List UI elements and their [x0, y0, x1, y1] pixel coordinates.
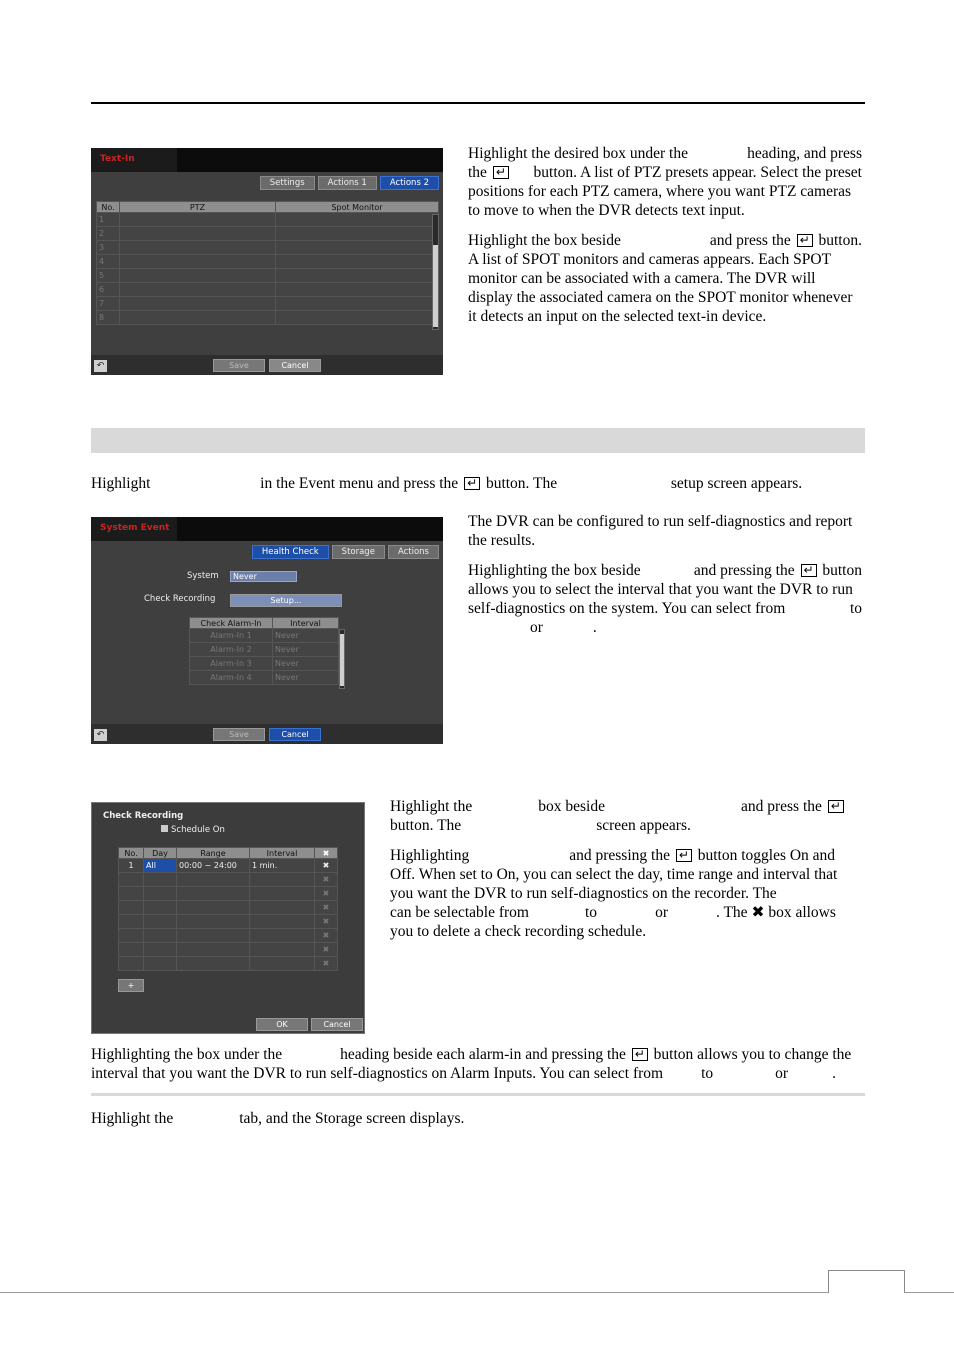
text-line: Highlight the box beside [468, 232, 621, 249]
alarm-interval[interactable]: Never [273, 671, 339, 685]
text-line: Highlight the desired box under the [468, 145, 688, 162]
text-fragment: interval that you want the DVR to run self-diagnostics on Alarm Inputs. You can select from [91, 1065, 664, 1082]
tab-actions[interactable]: Actions [388, 545, 439, 559]
text-line: A list of SPOT monitors and cameras appears. Each SPOT [468, 251, 832, 268]
table-row[interactable] [97, 255, 439, 269]
row-number: 5 [97, 269, 120, 283]
alarm-name: Alarm-In 4 [190, 671, 273, 685]
enter-key-icon [632, 1048, 648, 1061]
tab-bar [252, 545, 439, 559]
check-recording-description-1 [390, 797, 862, 835]
column-header: Day [144, 848, 177, 859]
tab-actions-1[interactable]: Actions 1 [318, 176, 377, 190]
column-header: Range [177, 848, 250, 859]
tab-health-check[interactable]: Health Check [252, 545, 329, 559]
delete-x-icon: ✖ [751, 903, 765, 921]
text-fragment: and pressing the [569, 847, 670, 864]
column-header [315, 848, 338, 859]
row-number: 2 [97, 227, 120, 241]
alarm-name: Alarm-In 3 [190, 657, 273, 671]
footer-bar [91, 724, 443, 744]
enter-key-icon [828, 800, 844, 813]
spot-cell[interactable] [276, 241, 439, 255]
delete-icon[interactable]: ✖ [322, 931, 330, 940]
text-line: display the associated camera on the SPOT monitor whenever [468, 289, 853, 306]
row-number: 8 [97, 311, 120, 325]
text-line: monitor can be associated with a camera. The DVR will [468, 270, 816, 287]
spot-cell[interactable] [276, 255, 439, 269]
table-row[interactable] [119, 943, 338, 957]
check-recording-label: Check Recording [144, 594, 216, 604]
text-line: to move to when the DVR detects text input. [468, 202, 745, 219]
enter-key-icon [801, 564, 817, 577]
text-line: and press the [709, 232, 791, 249]
delete-cell[interactable] [315, 859, 338, 873]
delete-icon[interactable]: ✖ [322, 903, 330, 912]
table-row[interactable] [119, 901, 338, 915]
text-line: it detects an input on the selected text-in device. [468, 308, 767, 325]
text-line: Off. When set to On, you can select the day, time range and interval that [390, 866, 838, 883]
text-fragment: setup screen appears. [670, 475, 803, 492]
text-line: to [849, 600, 862, 617]
column-header: Interval [250, 848, 315, 859]
scrollbar[interactable] [432, 214, 439, 330]
delete-icon[interactable]: ✖ [322, 917, 330, 926]
ptz-cell[interactable] [120, 311, 276, 325]
delete-icon[interactable]: ✖ [322, 959, 330, 968]
text-line: the [468, 164, 487, 181]
text-line: the results. [468, 532, 536, 549]
alarm-interval-description [91, 1045, 865, 1083]
screen-title: Text-In [100, 154, 135, 164]
delete-icon: ✖ [322, 848, 330, 858]
text-line: button [822, 562, 862, 579]
text-line: positions for each PTZ camera, where you want PTZ cameras [468, 183, 852, 200]
tab-settings[interactable]: Settings [260, 176, 315, 190]
text-line: . [592, 619, 597, 636]
column-header: Spot Monitor [276, 202, 439, 213]
text-fragment: . The [715, 904, 748, 921]
alarm-name: Alarm-In 1 [190, 629, 273, 643]
health-check-description-1 [468, 512, 862, 550]
spot-cell[interactable] [276, 269, 439, 283]
delete-icon[interactable]: ✖ [322, 889, 330, 898]
text-fragment: Highlight the [390, 798, 473, 815]
table-row[interactable] [97, 227, 439, 241]
header-rule [91, 102, 865, 104]
text-line: you want the DVR to run self-diagnostics on the recorder. The [390, 885, 777, 902]
column-header: No. [119, 848, 144, 859]
table-row[interactable] [97, 269, 439, 283]
table-row[interactable] [97, 241, 439, 255]
text-in-screenshot [91, 148, 443, 375]
ptz-cell[interactable] [120, 269, 276, 283]
storage-intro [91, 1109, 865, 1128]
enter-key-icon [676, 849, 692, 862]
setup-button[interactable]: Setup... [230, 594, 342, 607]
schedule-on-label: Schedule On [171, 825, 225, 835]
text-fragment: tab, and the Storage screen displays. [239, 1110, 465, 1127]
spot-cell[interactable] [276, 297, 439, 311]
table-row[interactable] [97, 297, 439, 311]
row-number: 7 [97, 297, 120, 311]
table-row[interactable] [190, 671, 339, 685]
ok-button[interactable]: OK [256, 1018, 308, 1031]
text-fragment: button. The [485, 475, 558, 492]
row-number: 3 [97, 241, 120, 255]
table-row[interactable] [190, 629, 339, 643]
system-label: System [187, 571, 219, 581]
alarm-interval[interactable]: Never [273, 657, 339, 671]
enter-key-icon [464, 477, 480, 490]
text-fragment: to [585, 904, 598, 921]
ptz-cell[interactable] [120, 283, 276, 297]
ptz-spot-table [96, 201, 439, 325]
table-row[interactable] [119, 873, 338, 887]
dialog-title: Check Recording [103, 811, 184, 821]
save-button[interactable]: Save [213, 728, 265, 741]
delete-icon[interactable]: ✖ [322, 861, 330, 870]
ptz-cell[interactable] [120, 227, 276, 241]
text-fragment: can be selectable from [390, 904, 529, 921]
tab-storage[interactable]: Storage [332, 545, 385, 559]
schedule-table [118, 847, 338, 971]
footer-bar [91, 355, 443, 375]
check-recording-description-2 [390, 846, 862, 941]
text-line: button. A list of PTZ presets appear. Select the preset [533, 164, 862, 181]
row-number: 1 [97, 213, 120, 227]
tab-bar [260, 176, 439, 190]
health-check-description-2 [468, 561, 862, 637]
text-fragment: box allows [768, 904, 836, 921]
ptz-cell[interactable] [120, 213, 276, 227]
delete-icon[interactable]: ✖ [322, 875, 330, 884]
text-fragment: button. The [390, 817, 462, 834]
system-interval-select[interactable]: Never [230, 571, 297, 582]
row-number: 1 [119, 859, 144, 873]
spot-cell[interactable] [276, 227, 439, 241]
cancel-button[interactable]: Cancel [269, 359, 321, 372]
text-fragment: or [655, 904, 668, 921]
system-event-screenshot [91, 517, 443, 744]
scroll-thumb[interactable] [340, 634, 344, 686]
text-line: Highlighting the box beside [468, 562, 641, 579]
text-line: self-diagnostics on the system. You can select from [468, 600, 786, 617]
table-row[interactable] [119, 859, 338, 873]
table-row[interactable] [119, 887, 338, 901]
text-fragment: heading beside each alarm-in and pressing the [340, 1046, 626, 1063]
text-line: The DVR can be configured to run self-diagnostics and report [468, 513, 853, 530]
text-line: and pressing the [693, 562, 795, 579]
text-in-description-1 [468, 144, 862, 220]
column-header: Interval [273, 618, 339, 629]
text-fragment: to [701, 1065, 714, 1082]
schedule-on-checkbox[interactable] [161, 825, 225, 835]
column-header: No. [97, 202, 120, 213]
scroll-thumb[interactable] [433, 245, 438, 327]
interval-cell[interactable]: 1 min. [250, 859, 315, 873]
table-row[interactable] [190, 643, 339, 657]
cancel-button[interactable]: Cancel [269, 728, 321, 741]
table-row[interactable] [190, 657, 339, 671]
table-row[interactable] [97, 283, 439, 297]
row-number: 4 [97, 255, 120, 269]
ptz-cell[interactable] [120, 241, 276, 255]
enter-key-icon [797, 234, 813, 247]
text-line: button. [818, 232, 862, 249]
column-header: PTZ [120, 202, 276, 213]
column-header: Check Alarm-In [190, 618, 273, 629]
table-row[interactable] [119, 957, 338, 971]
text-fragment: Highlighting the box under the [91, 1046, 283, 1063]
text-in-description-2 [468, 231, 862, 326]
row-number: 6 [97, 283, 120, 297]
back-icon[interactable]: ↶ [94, 360, 107, 372]
text-fragment: button allows you to change the [653, 1046, 852, 1063]
ptz-cell[interactable] [120, 297, 276, 311]
spot-cell[interactable] [276, 311, 439, 325]
text-fragment: Highlight [91, 475, 151, 492]
text-fragment: box beside [538, 798, 605, 815]
delete-icon[interactable]: ✖ [322, 945, 330, 954]
text-fragment: Highlighting [390, 847, 470, 864]
checkbox-icon [161, 825, 168, 832]
alarm-interval[interactable]: Never [273, 643, 339, 657]
system-event-intro [91, 474, 865, 493]
section-heading-bar [91, 428, 865, 453]
table-row[interactable] [119, 915, 338, 929]
add-schedule-button[interactable]: + [118, 979, 144, 992]
text-fragment: . [832, 1065, 836, 1082]
table-row[interactable] [97, 213, 439, 227]
day-cell[interactable]: All [144, 859, 177, 873]
enter-key-icon [493, 166, 509, 179]
ptz-cell[interactable] [120, 255, 276, 269]
cancel-button[interactable]: Cancel [311, 1018, 363, 1031]
check-recording-screenshot [91, 802, 365, 1034]
text-line: or [530, 619, 543, 636]
alarm-name: Alarm-In 2 [190, 643, 273, 657]
screen-title: System Event [100, 523, 170, 533]
table-row[interactable] [119, 929, 338, 943]
scrollbar[interactable] [339, 629, 345, 689]
back-icon[interactable]: ↶ [94, 729, 107, 741]
page-number-box [828, 1270, 905, 1293]
table-row[interactable] [97, 311, 439, 325]
text-line: heading, and press [747, 145, 862, 162]
text-fragment: Highlight the [91, 1110, 174, 1127]
section-separator [91, 1093, 865, 1096]
spot-cell[interactable] [276, 283, 439, 297]
alarm-in-table [189, 617, 339, 685]
text-fragment: button toggles On and [697, 847, 836, 864]
text-line: allows you to select the interval that you want the DVR to run [468, 581, 853, 598]
tab-actions-2[interactable]: Actions 2 [380, 176, 439, 190]
footer-rule [0, 1292, 954, 1293]
text-fragment: or [775, 1065, 789, 1082]
text-line: you to delete a check recording schedule. [390, 923, 647, 940]
text-fragment: screen appears. [596, 817, 691, 834]
spot-cell[interactable] [276, 213, 439, 227]
text-fragment: and press the [740, 798, 822, 815]
text-fragment: in the Event menu and press the [260, 475, 459, 492]
alarm-interval[interactable]: Never [273, 629, 339, 643]
range-cell[interactable]: 00:00 ~ 24:00 [177, 859, 250, 873]
save-button[interactable]: Save [213, 359, 265, 372]
